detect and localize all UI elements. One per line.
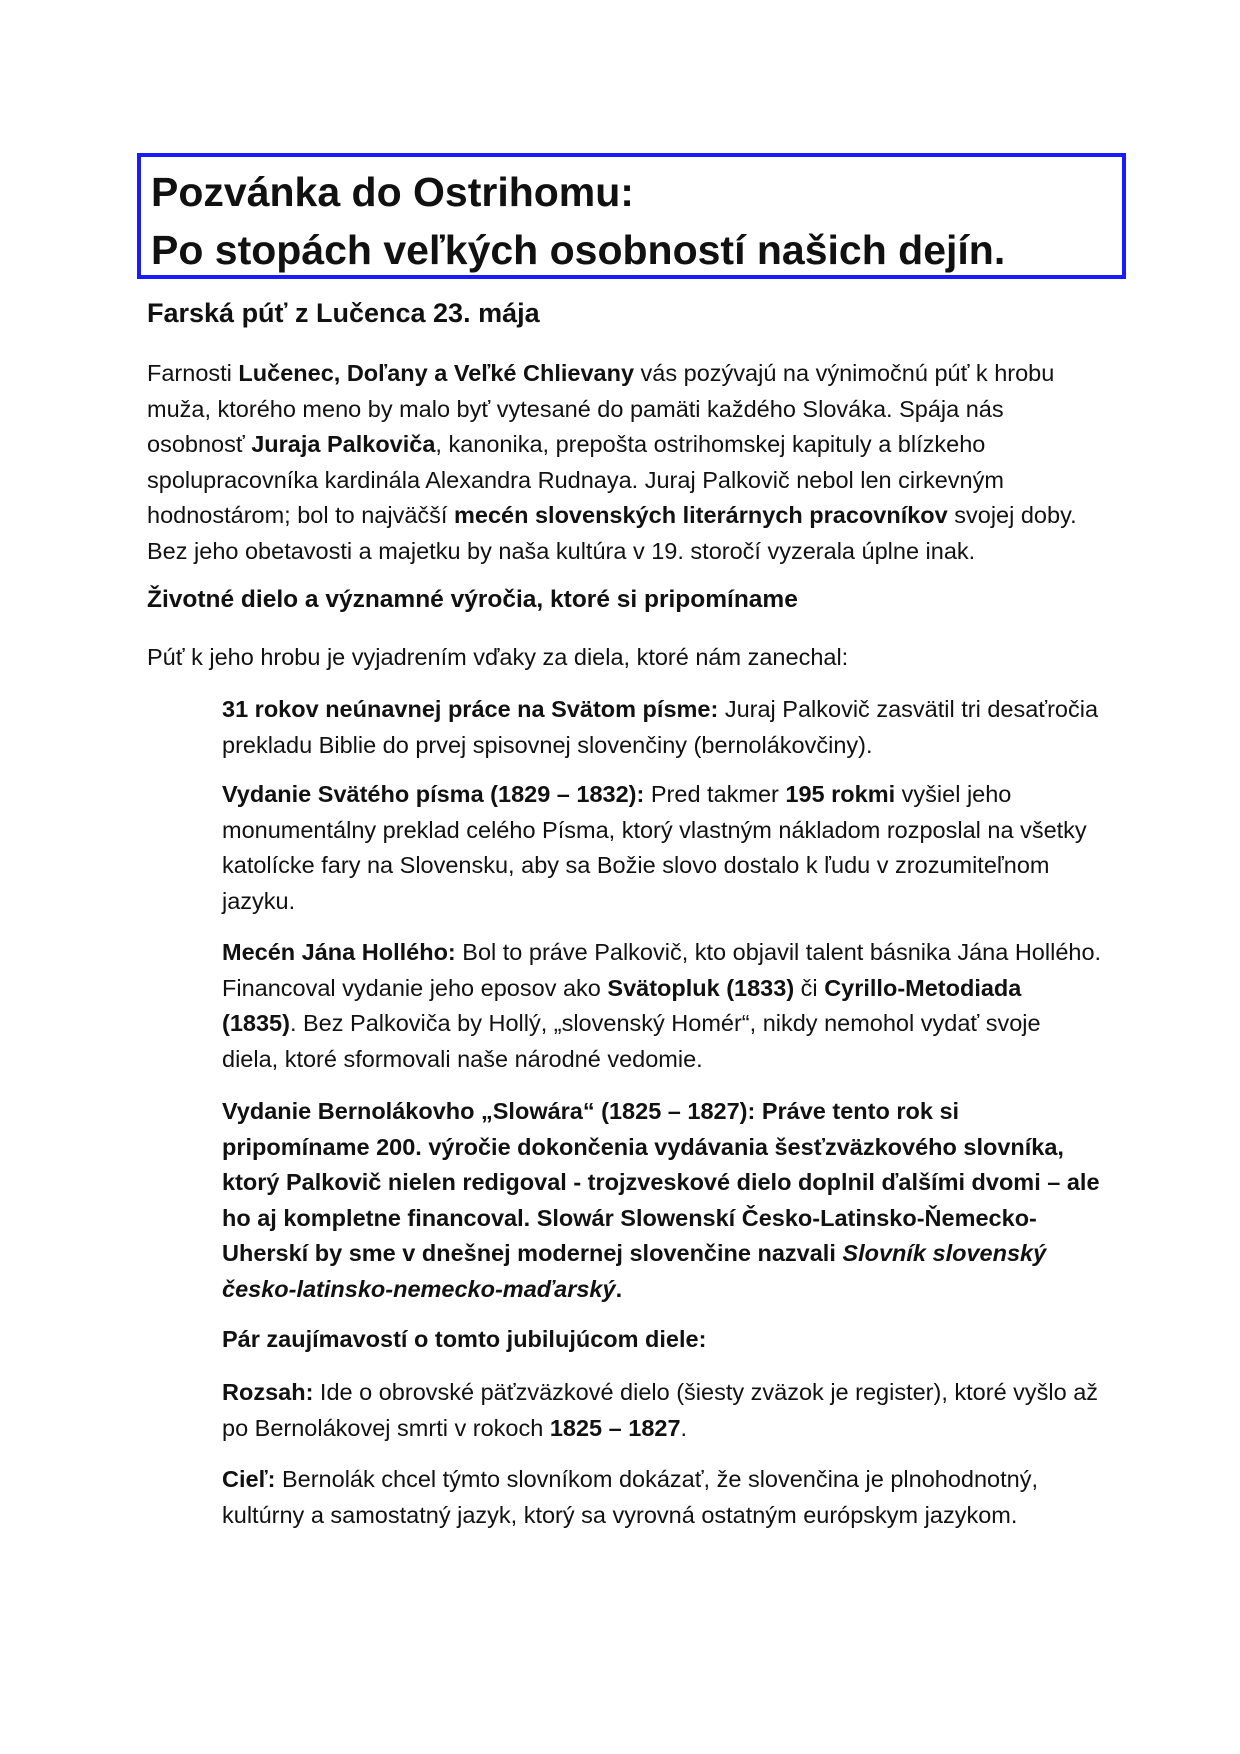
title-line-2: Po stopách veľkých osobností našich dejín. [151, 227, 1006, 273]
section-heading: Životné dielo a významné výročia, ktoré si pripomíname [147, 586, 798, 613]
item-scope: Rozsah: Ide o obrovské päťzväzkové dielo (šiesty zväzok je register), ktoré vyšlo až po Bernolákovej smrti v rokoch 1825 – 1827. [222, 1379, 1099, 1441]
intro-paragraph: Farnosti Lučenec, Doľany a Veľké Chlievany vás pozývajú na výnimočnú púť k hrobu muža, ktorého meno by malo byť vytesané do pamäti každého Slováka. Spája nás osobnosť Juraja Palkoviča, kanonika, prepošta ostrihomskej kapituly a blízkeho spolupracovníka kardinála Alexandra Rudnaya. Juraj Palkovič nebol len cirkevným hodnostárom; bol to najväčší mecén slovenských literárnych pracovníkov svojej doby. Bez jeho obetavosti a majetku by naša kultúra v 19. storočí vyzerala úplne inak. [147, 360, 1077, 564]
item-scripture-edition: Vydanie Svätého písma (1829 – 1832): Pred takmer 195 rokmi vyšiel jeho monumentálny preklad celého Písma, ktorý vlastným nákladom rozposlal na všetky katolícke fary na Slovensku, aby sa Božie slovo dostalo k ľudu v zrozumiteľnom jazyku. [222, 781, 1087, 914]
item-holly-patron: Mecén Jána Hollého: Bol to práve Palkovič, kto objavil talent básnika Jána Hollého. Financoval vydanie jeho eposov ako Svätopluk (1833) či Cyrillo-Metodiada (1835). Bez Palkoviča by Hollý, „slovenský Homér“, nikdy nemohol vydať svoje diela, ktoré sformovali naše národné vedomie. [222, 939, 1102, 1072]
facts-heading: Pár zaujímavostí o tomto jubilujúcom diele: [222, 1326, 707, 1352]
item-dictionary-edition: Vydanie Bernolákovho „Slowára“ (1825 – 1827): Práve tento rok si pripomíname 200. výročie dokončenia vydávania šesťzväzkového slovníka, ktorý Palkovič nielen redigoval - trojzveskové dielo doplnil ďalšími dvomi – ale ho aj kompletne financoval. Slowár Slowenskí Česko-Latinsko-Ňemecko-Uherskí by sme v dnešnej modernej slovenčine nazvali Slovník slovenský česko-latinsko-nemecko-maďarský. [222, 1098, 1100, 1302]
item-goal: Cieľ: Bernolák chcel týmto slovníkom dokázať, že slovenčina je plnohodnotný, kultúrny a samostatný jazyk, ktorý sa vyrovná ostatným európskym jazykom. [222, 1466, 1038, 1528]
pilgrimage-subtitle: Farská púť z Lučenca 23. mája [147, 298, 540, 328]
title-line-1: Pozvánka do Ostrihomu: [151, 169, 634, 215]
item-scripture-work: 31 rokov neúnavnej práce na Svätom písme: Juraj Palkovič zasvätil tri desaťročia prekladu Biblie do prvej spisovnej slovenčiny (bernolákovčiny). [222, 696, 1099, 758]
lead-paragraph: Púť k jeho hrobu je vyjadrením vďaky za diela, ktoré nám zanechal: [147, 644, 849, 670]
title-frame [137, 153, 1126, 279]
